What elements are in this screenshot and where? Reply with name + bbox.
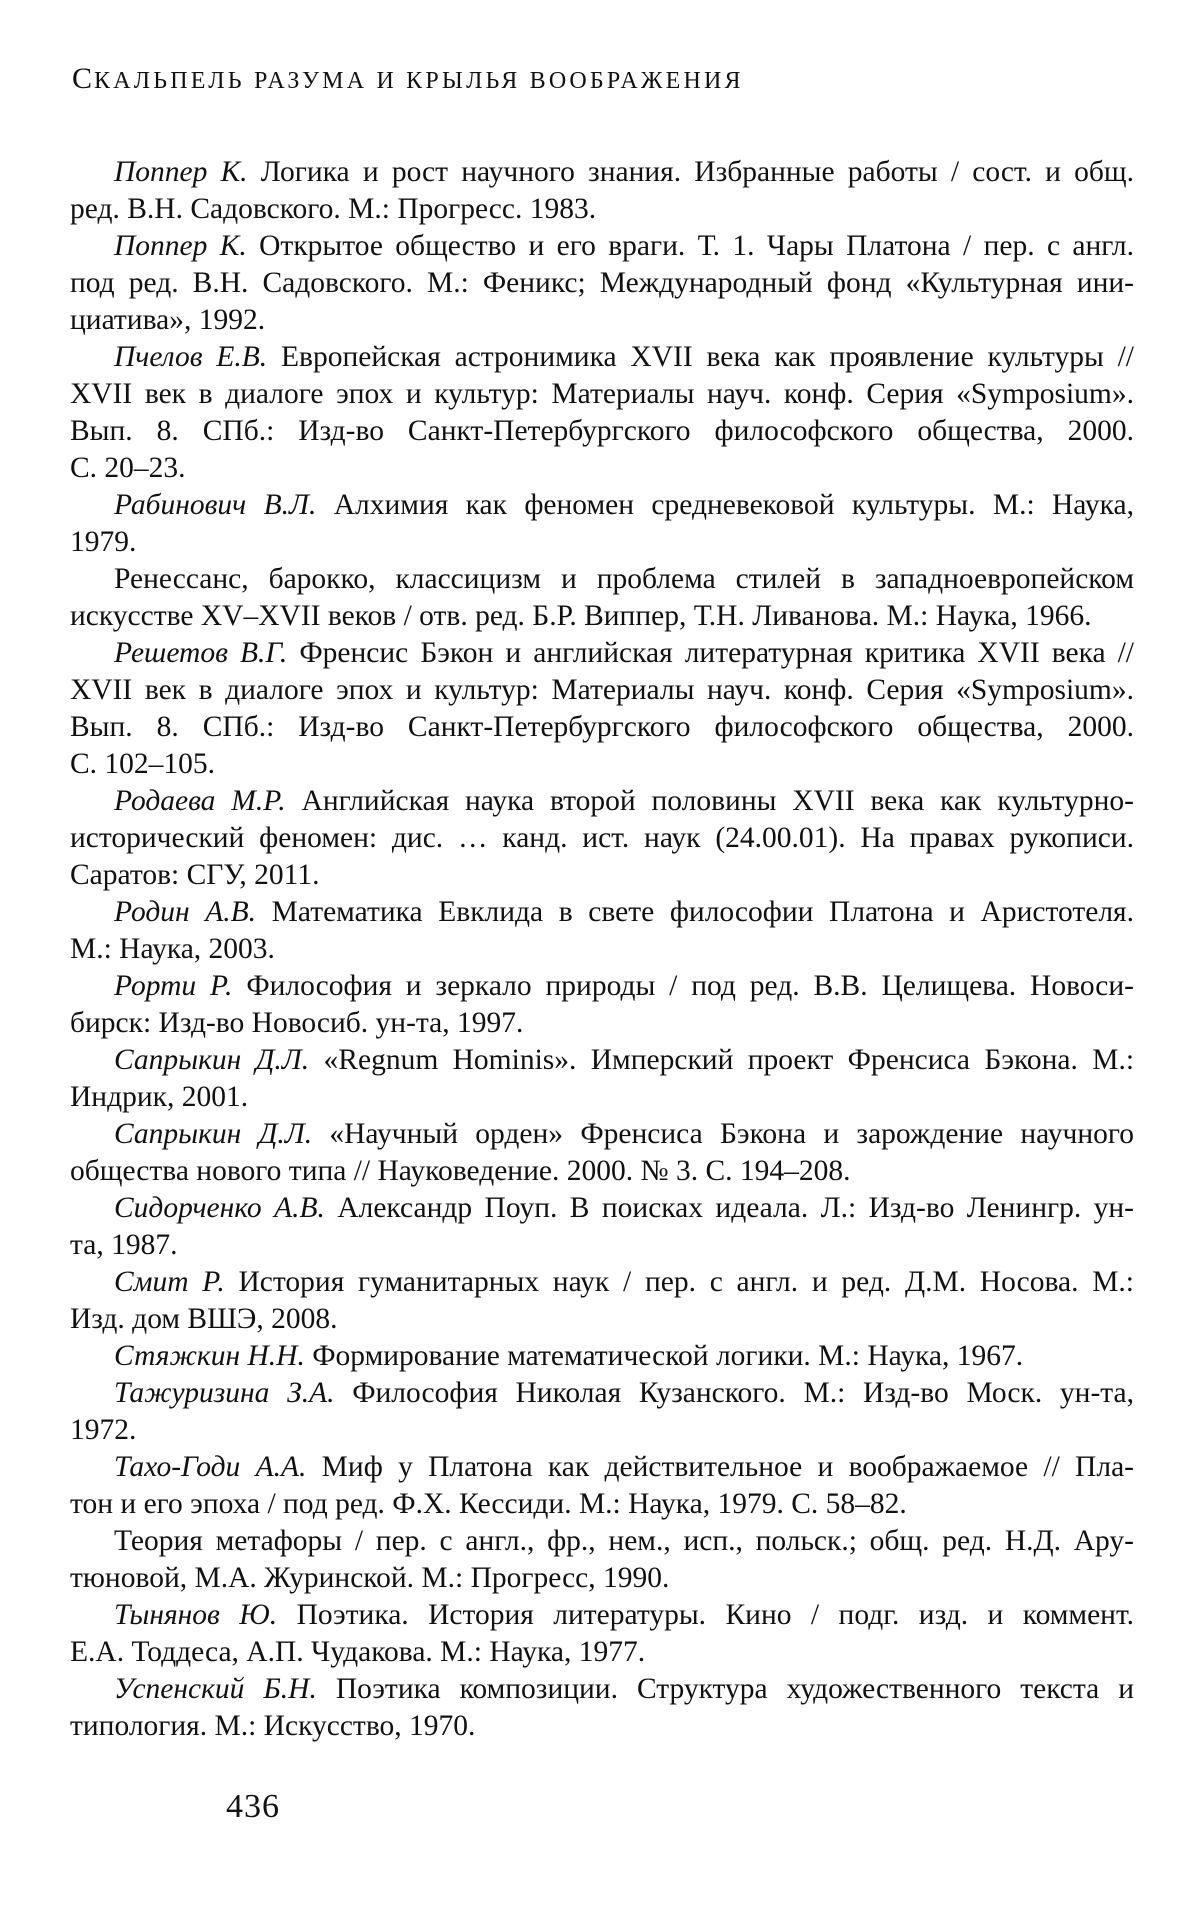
- bibliography-entry: [114, 1375, 1134, 1449]
- entry-author: Сидорченко А.В.: [114, 1192, 325, 1224]
- running-head-initial: С: [72, 62, 94, 95]
- bibliography-entry-line: [70, 931, 1134, 968]
- bibliography-entry-line: [114, 635, 1134, 672]
- entry-text: 1979.: [70, 526, 136, 558]
- entry-author: Решетов В.Г.: [114, 637, 287, 669]
- entry-author: Пчелов Е.В.: [114, 341, 267, 373]
- entry-author: Поппер К.: [114, 230, 247, 262]
- entry-author: Тахо-Годи А.А.: [114, 1451, 306, 1483]
- bibliography-entry-line: [114, 1116, 1134, 1153]
- entry-text: История гуманитарных наук / пер. с англ. и ред. Д.М. Носова. М.:: [239, 1266, 1135, 1298]
- bibliography-entry-line: [70, 1486, 1134, 1523]
- bibliography-entry-line: [114, 1449, 1134, 1486]
- entry-text: Английская наука второй половины XVII века как культурно-: [302, 785, 1134, 817]
- entry-text: 1972.: [70, 1414, 136, 1446]
- entry-text: Френсис Бэкон и английская литературная критика XVII века //: [299, 637, 1134, 669]
- entry-author: Поппер К.: [114, 156, 248, 188]
- bibliography-entry-line: [70, 820, 1134, 857]
- entry-text: общества нового типа // Науковедение. 2000. № 3. С. 194–208.: [70, 1155, 851, 1187]
- bibliography-entry: [114, 1264, 1134, 1338]
- bibliography-entry-line: [70, 1560, 1134, 1597]
- bibliography-entry-line: [114, 1523, 1134, 1560]
- bibliography-entry: [114, 1449, 1134, 1523]
- entry-text: С. 102–105.: [70, 748, 215, 780]
- entry-author: Родаева М.Р.: [114, 785, 286, 817]
- entry-author: Родин А.В.: [114, 896, 256, 928]
- entry-text: исторический феномен: дис. … канд. ист. наук (24.00.01). На правах рукописи.: [70, 822, 1134, 854]
- bibliography-entry: [114, 339, 1134, 487]
- bibliography-entry-line: [70, 1005, 1134, 1042]
- entry-text: та, 1987.: [70, 1229, 177, 1261]
- entry-text: ред. В.Н. Садовского. М.: Прогресс. 1983.: [70, 193, 596, 225]
- bibliography-entry-line: [114, 783, 1134, 820]
- entry-text: циатива», 1992.: [70, 304, 265, 336]
- bibliography-entry-line: [70, 1634, 1134, 1671]
- bibliography-entry-line: [70, 450, 1134, 487]
- running-head: [72, 62, 744, 96]
- bibliography-entry-line: [70, 1079, 1134, 1116]
- bibliography-entry: [114, 1671, 1134, 1745]
- entry-text: С. 20–23.: [70, 452, 186, 484]
- entry-text: XVII век в диалоге эпох и культур: Материалы науч. конф. Серия «Symposium».: [70, 378, 1134, 410]
- bibliography-entry-line: [114, 154, 1134, 191]
- page-number: 436: [226, 1788, 280, 1826]
- entry-text: Индрик, 2001.: [70, 1081, 248, 1113]
- entry-text: искусстве XV–XVII веков / отв. ред. Б.Р. Виппер, Т.Н. Ливанова. М.: Наука, 1966.: [70, 600, 1091, 632]
- bibliography-entry-line: [70, 1153, 1134, 1190]
- bibliography-entry: [114, 968, 1134, 1042]
- entry-text: Философия Николая Кузанского. М.: Изд-во Моск. ун-та,: [352, 1377, 1134, 1409]
- bibliography-entry-line: [70, 524, 1134, 561]
- entry-text: XVII век в диалоге эпох и культур: Материалы науч. конф. Серия «Symposium».: [70, 674, 1134, 706]
- bibliography-entry: [114, 561, 1134, 635]
- running-head-text: КАЛЬПЕЛЬ РАЗУМА И КРЫЛЬЯ ВООБРАЖЕНИЯ: [94, 68, 744, 94]
- bibliography-entry-line: [70, 1227, 1134, 1264]
- entry-text: под ред. В.Н. Садовского. М.: Феникс; Международный фонд «Культурная ини-: [70, 267, 1134, 299]
- entry-text: Поэтика композиции. Структура художественного текста и: [336, 1673, 1134, 1705]
- entry-text: Вып. 8. СПб.: Изд-во Санкт-Петербургского философского общества, 2000.: [70, 415, 1134, 447]
- entry-author: Тынянов Ю.: [114, 1599, 277, 1631]
- bibliography-entry-line: [114, 228, 1134, 265]
- entry-text: Поэтика. История литературы. Кино / подг. изд. и коммент.: [297, 1599, 1134, 1631]
- bibliography-entry-line: [70, 857, 1134, 894]
- bibliography-entry-line: [70, 1301, 1134, 1338]
- entry-author: Смит Р.: [114, 1266, 225, 1298]
- bibliography-entry: [114, 154, 1134, 228]
- entry-author: Стяжкин Н.Н.: [114, 1340, 305, 1372]
- entry-text: Философия и зеркало природы / под ред. В.В. Целищева. Новоси-: [246, 970, 1134, 1002]
- bibliography-entry: [114, 228, 1134, 339]
- entry-text: «Regnum Hominis». Имперский проект Френсиса Бэкона. М.:: [324, 1044, 1134, 1076]
- bibliography-entry-line: [114, 894, 1134, 931]
- bibliography-entry-line: [70, 709, 1134, 746]
- entry-text: Ренессанс, барокко, классицизм и проблема стилей в западноевропейском: [114, 563, 1134, 595]
- entry-text: Изд. дом ВШЭ, 2008.: [70, 1303, 337, 1335]
- bibliography-entry: [114, 1338, 1134, 1375]
- entry-text: Саратов: СГУ, 2011.: [70, 859, 319, 891]
- entry-author: Рабинович В.Л.: [114, 489, 316, 521]
- bibliography-entry: [114, 487, 1134, 561]
- entry-text: Александр Поуп. В поисках идеала. Л.: Изд-во Ленингр. ун-: [337, 1192, 1134, 1224]
- entry-author: Сапрыкин Д.Л.: [114, 1044, 309, 1076]
- entry-author: Тажуризина З.А.: [114, 1377, 334, 1409]
- bibliography-entry-line: [70, 1708, 1134, 1745]
- bibliography-entry: [114, 1190, 1134, 1264]
- bibliography-entry: [114, 1597, 1134, 1671]
- entry-text: тюновой, М.А. Журинской. М.: Прогресс, 1990.: [70, 1562, 669, 1594]
- bibliography-entry-line: [114, 487, 1134, 524]
- bibliography-entry-line: [114, 1190, 1134, 1227]
- bibliography-entry-line: [70, 376, 1134, 413]
- bibliography-entry-line: [70, 746, 1134, 783]
- bibliography-entry-line: [70, 302, 1134, 339]
- entry-text: Вып. 8. СПб.: Изд-во Санкт-Петербургского философского общества, 2000.: [70, 711, 1134, 743]
- entry-text: тон и его эпоха / под ред. Ф.Х. Кессиди. М.: Наука, 1979. С. 58–82.: [70, 1488, 907, 1520]
- bibliography-entry-line: [70, 265, 1134, 302]
- entry-author: Сапрыкин Д.Л.: [114, 1118, 312, 1150]
- entry-text: Е.А. Тоддеса, А.П. Чудакова. М.: Наука, 1977.: [70, 1636, 645, 1668]
- entry-author: Успенский Б.Н.: [114, 1673, 317, 1705]
- entry-text: Европейская астронимика XVII века как проявление культуры //: [281, 341, 1134, 373]
- bibliography-entry-line: [114, 561, 1134, 598]
- bibliography-entry-line: [70, 191, 1134, 228]
- bibliography-entry-line: [114, 1264, 1134, 1301]
- entry-text: Логика и рост научного знания. Избранные работы / сост. и общ.: [261, 156, 1134, 188]
- bibliography-list: [114, 154, 1134, 1745]
- bibliography-entry-line: [114, 1597, 1134, 1634]
- bibliography-entry: [114, 894, 1134, 968]
- entry-text: М.: Наука, 2003.: [70, 933, 275, 965]
- bibliography-entry-line: [70, 672, 1134, 709]
- entry-text: «Научный орден» Френсиса Бэкона и зарождение научного: [329, 1118, 1134, 1150]
- book-page: [0, 0, 1200, 1926]
- entry-text: Открытое общество и его враги. Т. 1. Чары Платона / пер. с англ.: [259, 230, 1134, 262]
- entry-text: типология. М.: Искусство, 1970.: [70, 1710, 475, 1742]
- bibliography-entry: [114, 783, 1134, 894]
- bibliography-entry: [114, 635, 1134, 783]
- entry-text: бирск: Изд-во Новосиб. ун-та, 1997.: [70, 1007, 523, 1039]
- bibliography-entry-line: [114, 339, 1134, 376]
- bibliography-entry-line: [114, 1671, 1134, 1708]
- entry-text: Математика Евклида в свете философии Платона и Аристотеля.: [272, 896, 1134, 928]
- entry-text: Теория метафоры / пер. с англ., фр., нем., исп., польск.; общ. ред. Н.Д. Ару-: [114, 1525, 1134, 1557]
- bibliography-entry-line: [70, 1412, 1134, 1449]
- bibliography-entry-line: [70, 413, 1134, 450]
- bibliography-entry-line: [70, 598, 1134, 635]
- entry-text: Формирование математической логики. М.: Наука, 1967.: [312, 1340, 1023, 1372]
- entry-author: Рорти Р.: [114, 970, 232, 1002]
- entry-text: Миф у Платона как действительное и воображаемое // Пла-: [322, 1451, 1134, 1483]
- bibliography-entry-line: [114, 968, 1134, 1005]
- bibliography-entry-line: [114, 1375, 1134, 1412]
- bibliography-entry: [114, 1116, 1134, 1190]
- entry-text: Алхимия как феномен средневековой культуры. М.: Наука,: [334, 489, 1134, 521]
- bibliography-entry-line: [114, 1042, 1134, 1079]
- bibliography-entry: [114, 1523, 1134, 1597]
- bibliography-entry-line: [114, 1338, 1134, 1375]
- bibliography-entry: [114, 1042, 1134, 1116]
